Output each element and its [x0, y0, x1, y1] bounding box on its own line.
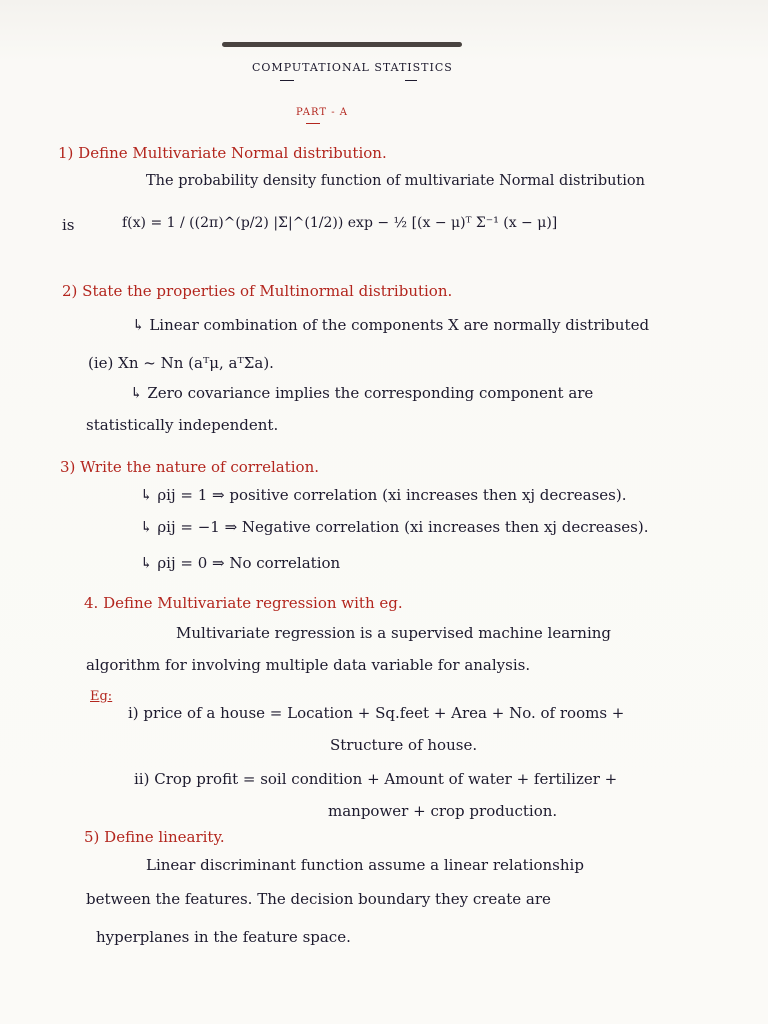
mvn-pdf-formula: f(x) = 1 / ((2π)^(p/2) |Σ|^(1/2)) exp − ½ [(x − μ)ᵀ Σ⁻¹ (x − μ)] [122, 215, 558, 231]
top-binding-line [222, 42, 462, 47]
q3-case-1: ↳ ρij = 1 ⇒ positive correlation (xi increases then xj decreases). [140, 486, 627, 504]
title-underline-left [280, 80, 294, 81]
q5-line-3: hyperplanes in the feature space. [96, 928, 351, 946]
q4-eg-label: Eg: [90, 689, 113, 704]
question-1: 1) Define Multivariate Normal distribution. [58, 144, 387, 162]
q4-line-1: Multivariate regression is a supervised machine learning [176, 624, 612, 642]
q4-example-1: i) price of a house = Location + Sq.feet + Area + No. of rooms + [128, 704, 625, 722]
q2-property-2-cont: statistically independent. [86, 416, 279, 434]
part-underline [306, 123, 320, 124]
question-3: 3) Write the nature of correlation. [60, 458, 320, 476]
q2-property-2: ↳ Zero covariance implies the corresponding component are [130, 384, 594, 402]
part-heading: PART - A [296, 107, 349, 118]
q1-is: is [62, 216, 75, 234]
q4-line-2: algorithm for involving multiple data variable for analysis. [86, 656, 531, 674]
question-4: 4. Define Multivariate regression with eg. [84, 594, 403, 612]
q3-case-2: ↳ ρij = −1 ⇒ Negative correlation (xi increases then xj decreases). [140, 518, 649, 536]
question-2: 2) State the properties of Multinormal distribution. [62, 282, 453, 300]
q4-example-2: ii) Crop profit = soil condition + Amount of water + fertilizer + [134, 770, 618, 788]
question-5: 5) Define linearity. [84, 828, 225, 846]
title-underline-right [405, 80, 417, 81]
q2-property-1: ↳ Linear combination of the components X are normally distributed [132, 316, 650, 334]
page-title: COMPUTATIONAL STATISTICS [252, 61, 453, 74]
q4-example-1-cont: Structure of house. [330, 736, 478, 754]
q2-property-1-eq: (ie) Xn ~ Nn (aᵀμ, aᵀΣa). [88, 354, 274, 372]
q5-line-1: Linear discriminant function assume a linear relationship [146, 856, 584, 874]
q4-example-2-cont: manpower + crop production. [328, 802, 558, 820]
q1-line-1: The probability density function of multivariate Normal distribution [146, 173, 645, 189]
q3-case-3: ↳ ρij = 0 ⇒ No correlation [140, 554, 341, 572]
q5-line-2: between the features. The decision boundary they create are [86, 890, 551, 908]
